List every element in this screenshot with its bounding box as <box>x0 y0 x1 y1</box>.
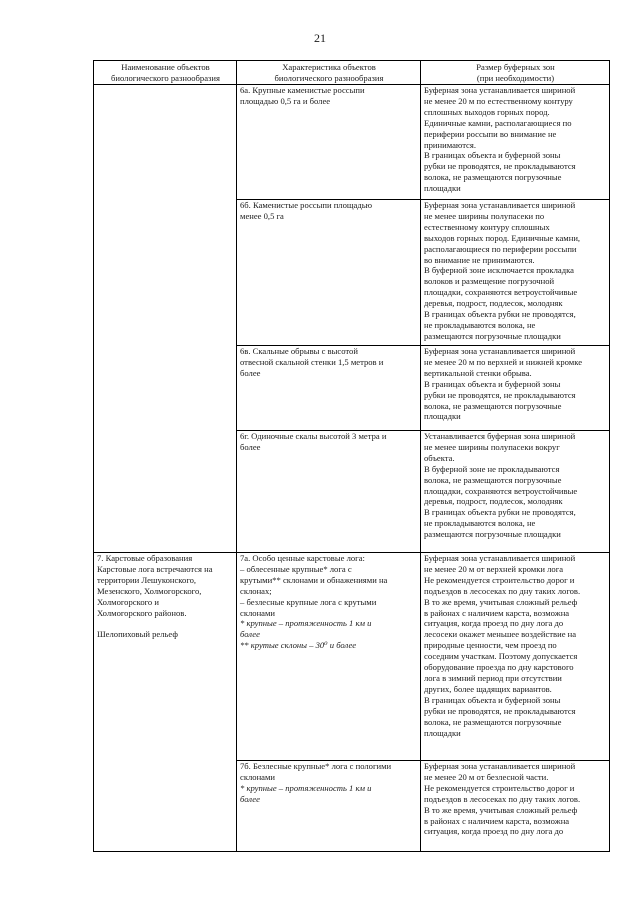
characteristic-cell <box>237 553 421 761</box>
text-line: менее 0,5 га <box>240 210 284 221</box>
text-line: не прокладываются волока, не <box>424 518 536 529</box>
text-line: периферии россыпи во внимание не <box>424 128 557 139</box>
characteristic-cell <box>237 431 421 553</box>
text-line: Холмогорского районов. <box>97 607 187 618</box>
header-line: Характеристика объектов <box>282 62 376 72</box>
header-object-characteristics <box>237 61 421 85</box>
text-line: Не рекомендуется строительство дорог и <box>424 574 575 585</box>
text-line: Мезенского, Холмогорского, <box>97 585 202 596</box>
text-line: принимаются. <box>424 139 476 150</box>
text-line: ситуация, когда проезд по дну лога до <box>424 826 564 837</box>
text-line: не менее ширины полупасеки вокруг <box>424 441 560 452</box>
header-buffer-zone-size <box>421 61 610 85</box>
text-line: Буферная зона устанавливается шириной <box>424 346 576 356</box>
text-line: подъездов в лесосеках по дну таких логов. <box>424 585 581 596</box>
text-line: оборудование проезда по дну карстового <box>424 662 574 673</box>
text-line: волока, не размещаются погрузочные <box>424 400 562 411</box>
text-line: 7. Карстовые образования <box>97 553 193 563</box>
page-number: 21 <box>314 31 326 45</box>
header-line: биологического разнообразия <box>111 72 220 83</box>
text-line: территории Лешуконского, <box>97 574 197 585</box>
header-line: Размер буферных зон <box>476 62 555 72</box>
text-line: не менее ширины полупасеки по <box>424 210 545 221</box>
text-line: не менее 20 м по естественному контуру <box>424 95 573 106</box>
footnote-line: более <box>240 793 260 804</box>
text-line: в районах с наличием карста, возможна <box>424 815 570 826</box>
text-line: размещаются погрузочные площадки <box>424 330 561 341</box>
text-line: размещаются погрузочные площадки <box>424 529 561 540</box>
text-line: Буферная зона устанавливается шириной <box>424 553 576 563</box>
text-line: Карстовые лога встречаются на <box>97 563 213 574</box>
table-row <box>94 553 610 761</box>
characteristic-cell <box>237 761 421 852</box>
footnote-line: ** крутые склоны – 30⁰ и более <box>240 640 357 651</box>
text-line: волоков и размещение погрузочной <box>424 276 555 287</box>
text-line: 6в. Скальные обрывы с высотой <box>240 346 358 356</box>
text-line: лесосеки окажет меньшее воздействие на <box>424 629 577 640</box>
footnote-line: * крупные – протяженность 1 км и <box>240 782 372 793</box>
text-line: – облесенные крупные* лога с <box>240 563 352 574</box>
buffer-zone-cell <box>421 346 610 431</box>
text-line: подъездов в лесосеках по дну таких логов. <box>424 793 581 804</box>
text-line: склонами <box>240 607 276 618</box>
text-line: не менее 20 м от верхней кромки лога <box>424 563 564 574</box>
text-line: не менее 20 м по верхней и нижней кромке <box>424 356 583 367</box>
text-line: выходов горных пород. Единичные камни, <box>424 232 581 243</box>
text-line: Буферная зона устанавливается шириной <box>424 761 576 771</box>
header-line: (при необходимости) <box>476 72 555 83</box>
text-line: В границах объекта и буферной зоны <box>424 694 561 705</box>
buffer-zone-cell <box>421 553 610 761</box>
text-line: Холмогорского и <box>97 596 159 607</box>
header-line: Наименование объектов <box>121 62 210 72</box>
characteristic-cell <box>237 200 421 346</box>
table-row <box>94 85 610 200</box>
text-line: лога в зимний период при отсутствии <box>424 672 562 683</box>
text-line: естественному контуру сплошных <box>424 221 550 232</box>
text-line: рубки не проводятся, не прокладываются <box>424 161 576 172</box>
text-line: в районах с наличием карста, возможна <box>424 607 570 618</box>
text-line: деревья, подрост, подлесок, молодняк <box>424 496 563 507</box>
text-line: сплошных выходов горных пород. <box>424 106 550 117</box>
text-line: Устанавливается буферная зона шириной <box>424 431 576 441</box>
text-line: В буферной зоне не прокладываются <box>424 463 560 474</box>
text-line: 6а. Крупные каменистые россыпи <box>240 85 365 95</box>
text-line: площадки <box>424 727 461 738</box>
text-line: площадки <box>424 411 461 422</box>
text-line: деревья, подрост, подлесок, молодняк <box>424 298 563 309</box>
text-line: Единичные камни, располагающиеся по <box>424 117 572 128</box>
text-line: соседним участкам. Поэтому допускается <box>424 651 578 662</box>
buffer-zone-cell <box>421 761 610 852</box>
text-line: Шелопиховый рельеф <box>97 629 178 640</box>
text-line: склонами <box>240 771 276 782</box>
text-line: В то же время, учитывая сложный рельеф <box>424 596 578 607</box>
text-line: 7б. Безлесные крупные* лога с пологими <box>240 761 392 771</box>
text-line: 6б. Каменистые россыпи площадью <box>240 200 373 210</box>
text-line: площадки, сохраняются ветроустойчивые <box>424 485 578 496</box>
text-line: Буферная зона устанавливается шириной <box>424 85 576 95</box>
text-line: 6г. Одиночные скалы высотой 3 метра и <box>240 431 387 441</box>
characteristic-cell <box>237 85 421 200</box>
characteristic-cell <box>237 346 421 431</box>
text-line: волока, не размещаются погрузочные <box>424 172 562 183</box>
text-line: В то же время, учитывая сложный рельеф <box>424 804 578 815</box>
text-line: В границах объекта рубки не проводятся, <box>424 309 576 320</box>
object-name-cell <box>94 85 237 553</box>
text-line: природные ценности, чем проезд по <box>424 640 557 651</box>
text-line: волока, не размещаются погрузочные <box>424 474 562 485</box>
text-line: крутыми** склонами и обнажениями на <box>240 574 388 585</box>
text-line: волока, не размещаются погрузочные <box>424 716 562 727</box>
text-line: рубки не проводятся, не прокладываются <box>424 389 576 400</box>
text-line: вертикальной стенки обрыва. <box>424 367 532 378</box>
text-line: во внимание не принимаются. <box>424 254 535 265</box>
text-line: – безлесные крупные лога с крутыми <box>240 596 377 607</box>
object-name-cell <box>94 553 237 852</box>
text-line: не менее 20 м от безлесной части. <box>424 771 549 782</box>
text-line: площадки <box>424 183 461 194</box>
buffer-zone-cell <box>421 85 610 200</box>
text-line: других, более щадящих вариантов. <box>424 683 552 694</box>
text-line: Буферная зона устанавливается шириной <box>424 200 576 210</box>
biodiversity-table <box>93 60 610 852</box>
text-line: отвесной скальной стенки 1,5 метров и <box>240 356 384 367</box>
text-line: склонах; <box>240 585 272 596</box>
text-line: располагающиеся по периферии россыпи <box>424 243 577 254</box>
text-line: В границах объекта рубки не проводятся, <box>424 507 576 518</box>
text-line: не прокладываются волока, не <box>424 319 536 330</box>
buffer-zone-cell <box>421 431 610 553</box>
header-line: биологического разнообразия <box>274 72 384 83</box>
text-line: ситуация, когда проезд по дну лога до <box>424 618 564 629</box>
text-line: более <box>240 367 261 378</box>
text-line: рубки не проводятся, не прокладываются <box>424 705 576 716</box>
text-line: Не рекомендуется строительство дорог и <box>424 782 575 793</box>
text-line: В границах объекта и буферной зоны <box>424 150 561 161</box>
text-line: В буферной зоне исключается прокладка <box>424 265 574 276</box>
text-line: площадки, сохраняются ветроустойчивые <box>424 287 578 298</box>
footnote-line: более <box>240 629 260 640</box>
blank-line <box>97 618 234 629</box>
table-header-row <box>94 61 610 85</box>
text-line: площадью 0,5 га и более <box>240 95 331 106</box>
footnote-line: * крупные – протяженность 1 км и <box>240 618 372 629</box>
text-line: 7а. Особо ценные карстовые лога: <box>240 553 365 563</box>
header-object-name <box>94 61 237 85</box>
text-line: объекта. <box>424 452 455 463</box>
text-line: более <box>240 441 261 452</box>
buffer-zone-cell <box>421 200 610 346</box>
text-line: В границах объекта и буферной зоны <box>424 378 561 389</box>
